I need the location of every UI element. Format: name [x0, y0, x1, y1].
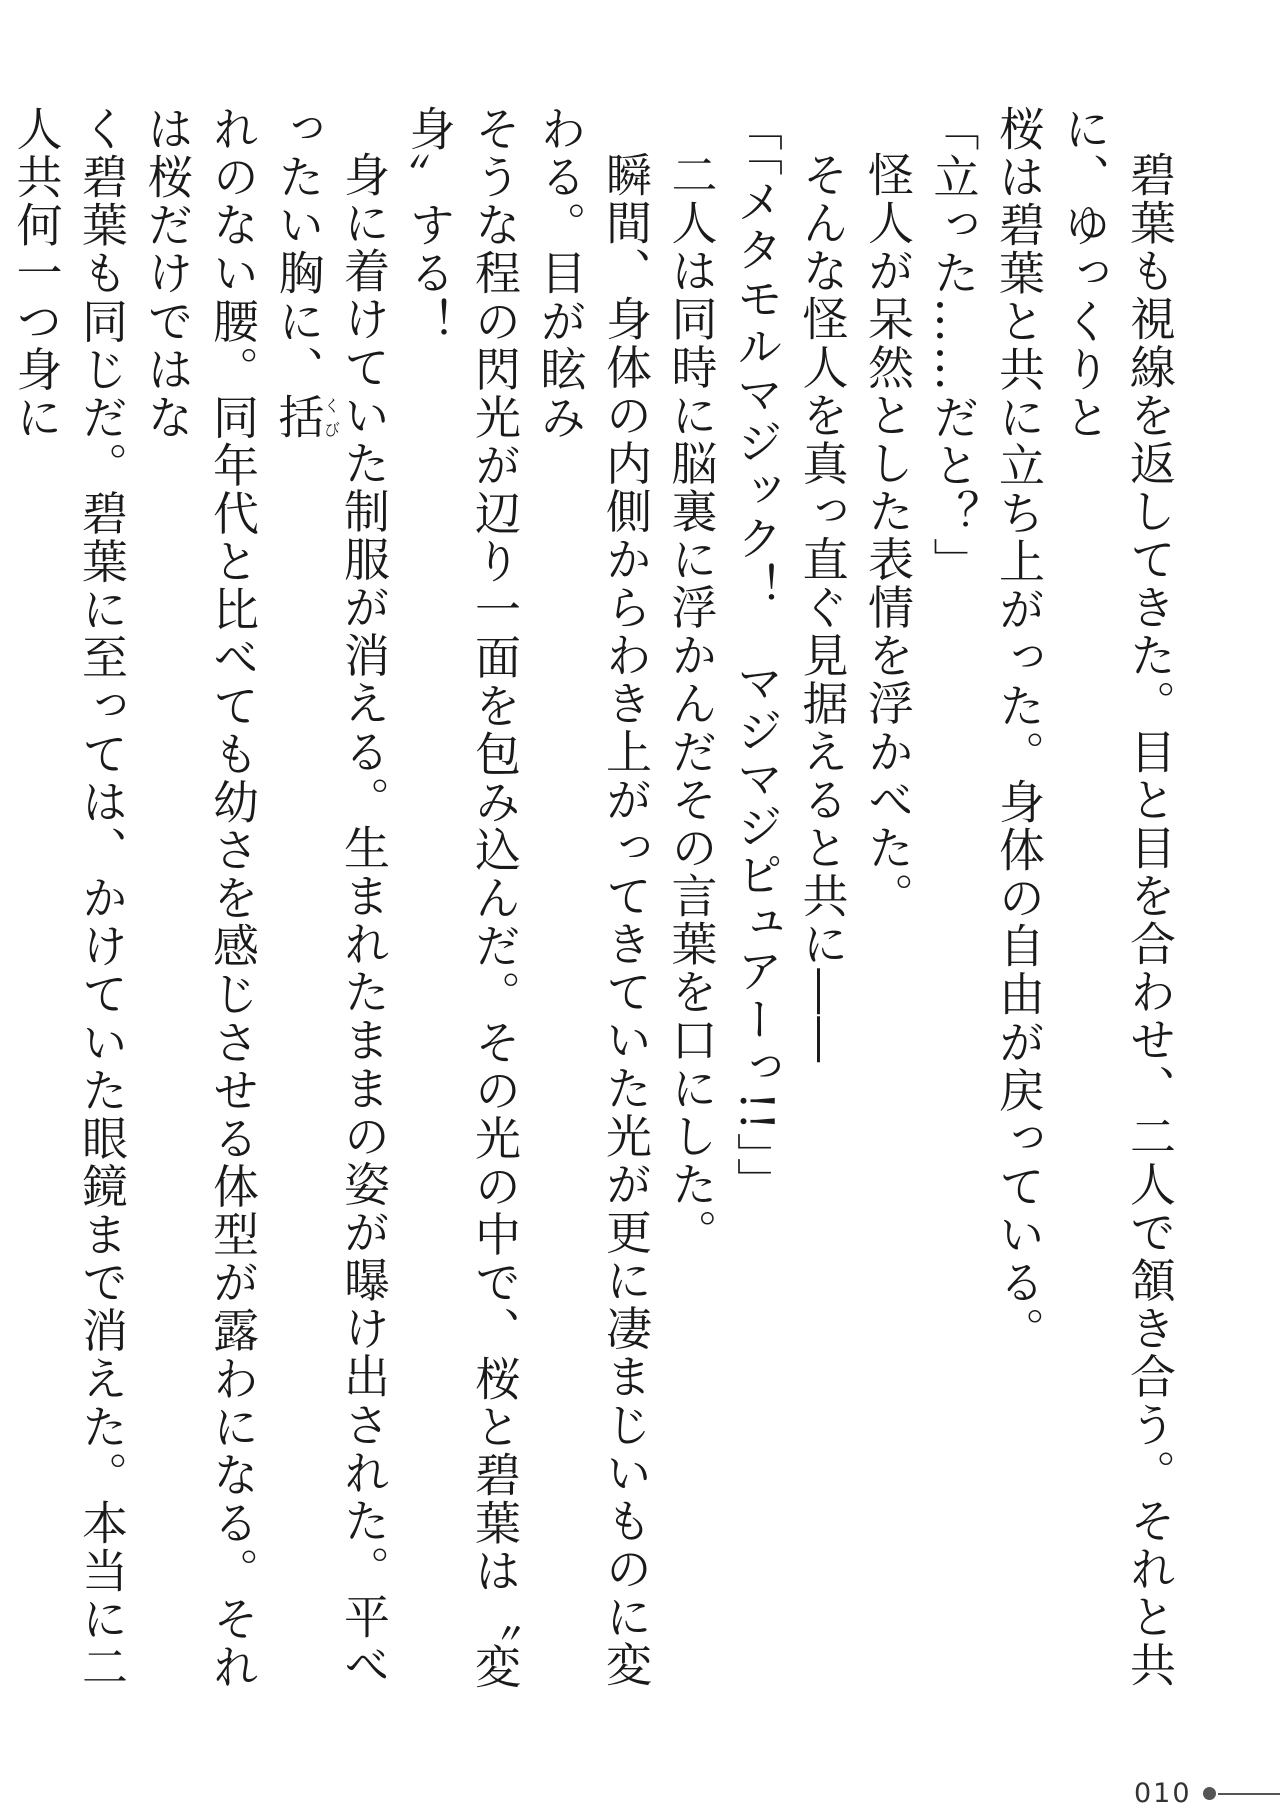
paragraph: れのない腰。同年代と比べても幼さを感じさせる体型が露わになる。それは桜だけではな — [140, 105, 260, 1692]
paragraph: 怪人が呆然とした表情を浮かべた。 — [861, 151, 915, 921]
paragraph: 桜は碧葉と共に立ち上がった。身体の自由が戻っている。 — [992, 105, 1046, 1355]
paragraph: そんな怪人を真っ直ぐ見据えると共に―― — [795, 151, 850, 1065]
paragraph: そうな程の閃光が辺り一面を包み込んだ。その光の中で、桜と碧葉は〝変身〟する！ — [402, 105, 522, 1692]
paragraph: 碧葉も視線を返してきた。目と目を合わせ、二人で頷き合う。それと共に、ゆっくりと — [1057, 105, 1177, 1690]
paragraph: 二人は同時に脳裏に浮かんだその言葉を口にした。 — [664, 151, 719, 1257]
dialogue-line: 「立った……だと？」 — [926, 105, 981, 586]
page-marker-rule — [1218, 1793, 1280, 1795]
dialogue-line: 「「メタモルマジック！ マジマジピュアーっ!!」」 — [730, 105, 784, 1206]
novel-body-text — [9, 105, 1182, 1725]
page-number: 010 — [1134, 1778, 1192, 1809]
paragraph: く碧葉も同じだ。碧葉に至っては、かけていた眼鏡まで消えた。本当に二人共何一つ身に — [9, 105, 129, 1692]
paragraph — [0, 105, 3, 1725]
paragraph-with-ruby: 身に着けていた制服が消える。生まれたままの姿が曝け出された。平べったい胸に、括くび — [271, 105, 391, 1690]
page-marker-dot — [1203, 1787, 1216, 1800]
furigana-ruby: 括くび — [271, 393, 340, 442]
furigana-reading: くび — [321, 393, 340, 442]
paragraph: 瞬間、身体の内側からわき上がってきていた光が更に凄まじいものに変わる。目が眩み — [533, 105, 653, 1690]
